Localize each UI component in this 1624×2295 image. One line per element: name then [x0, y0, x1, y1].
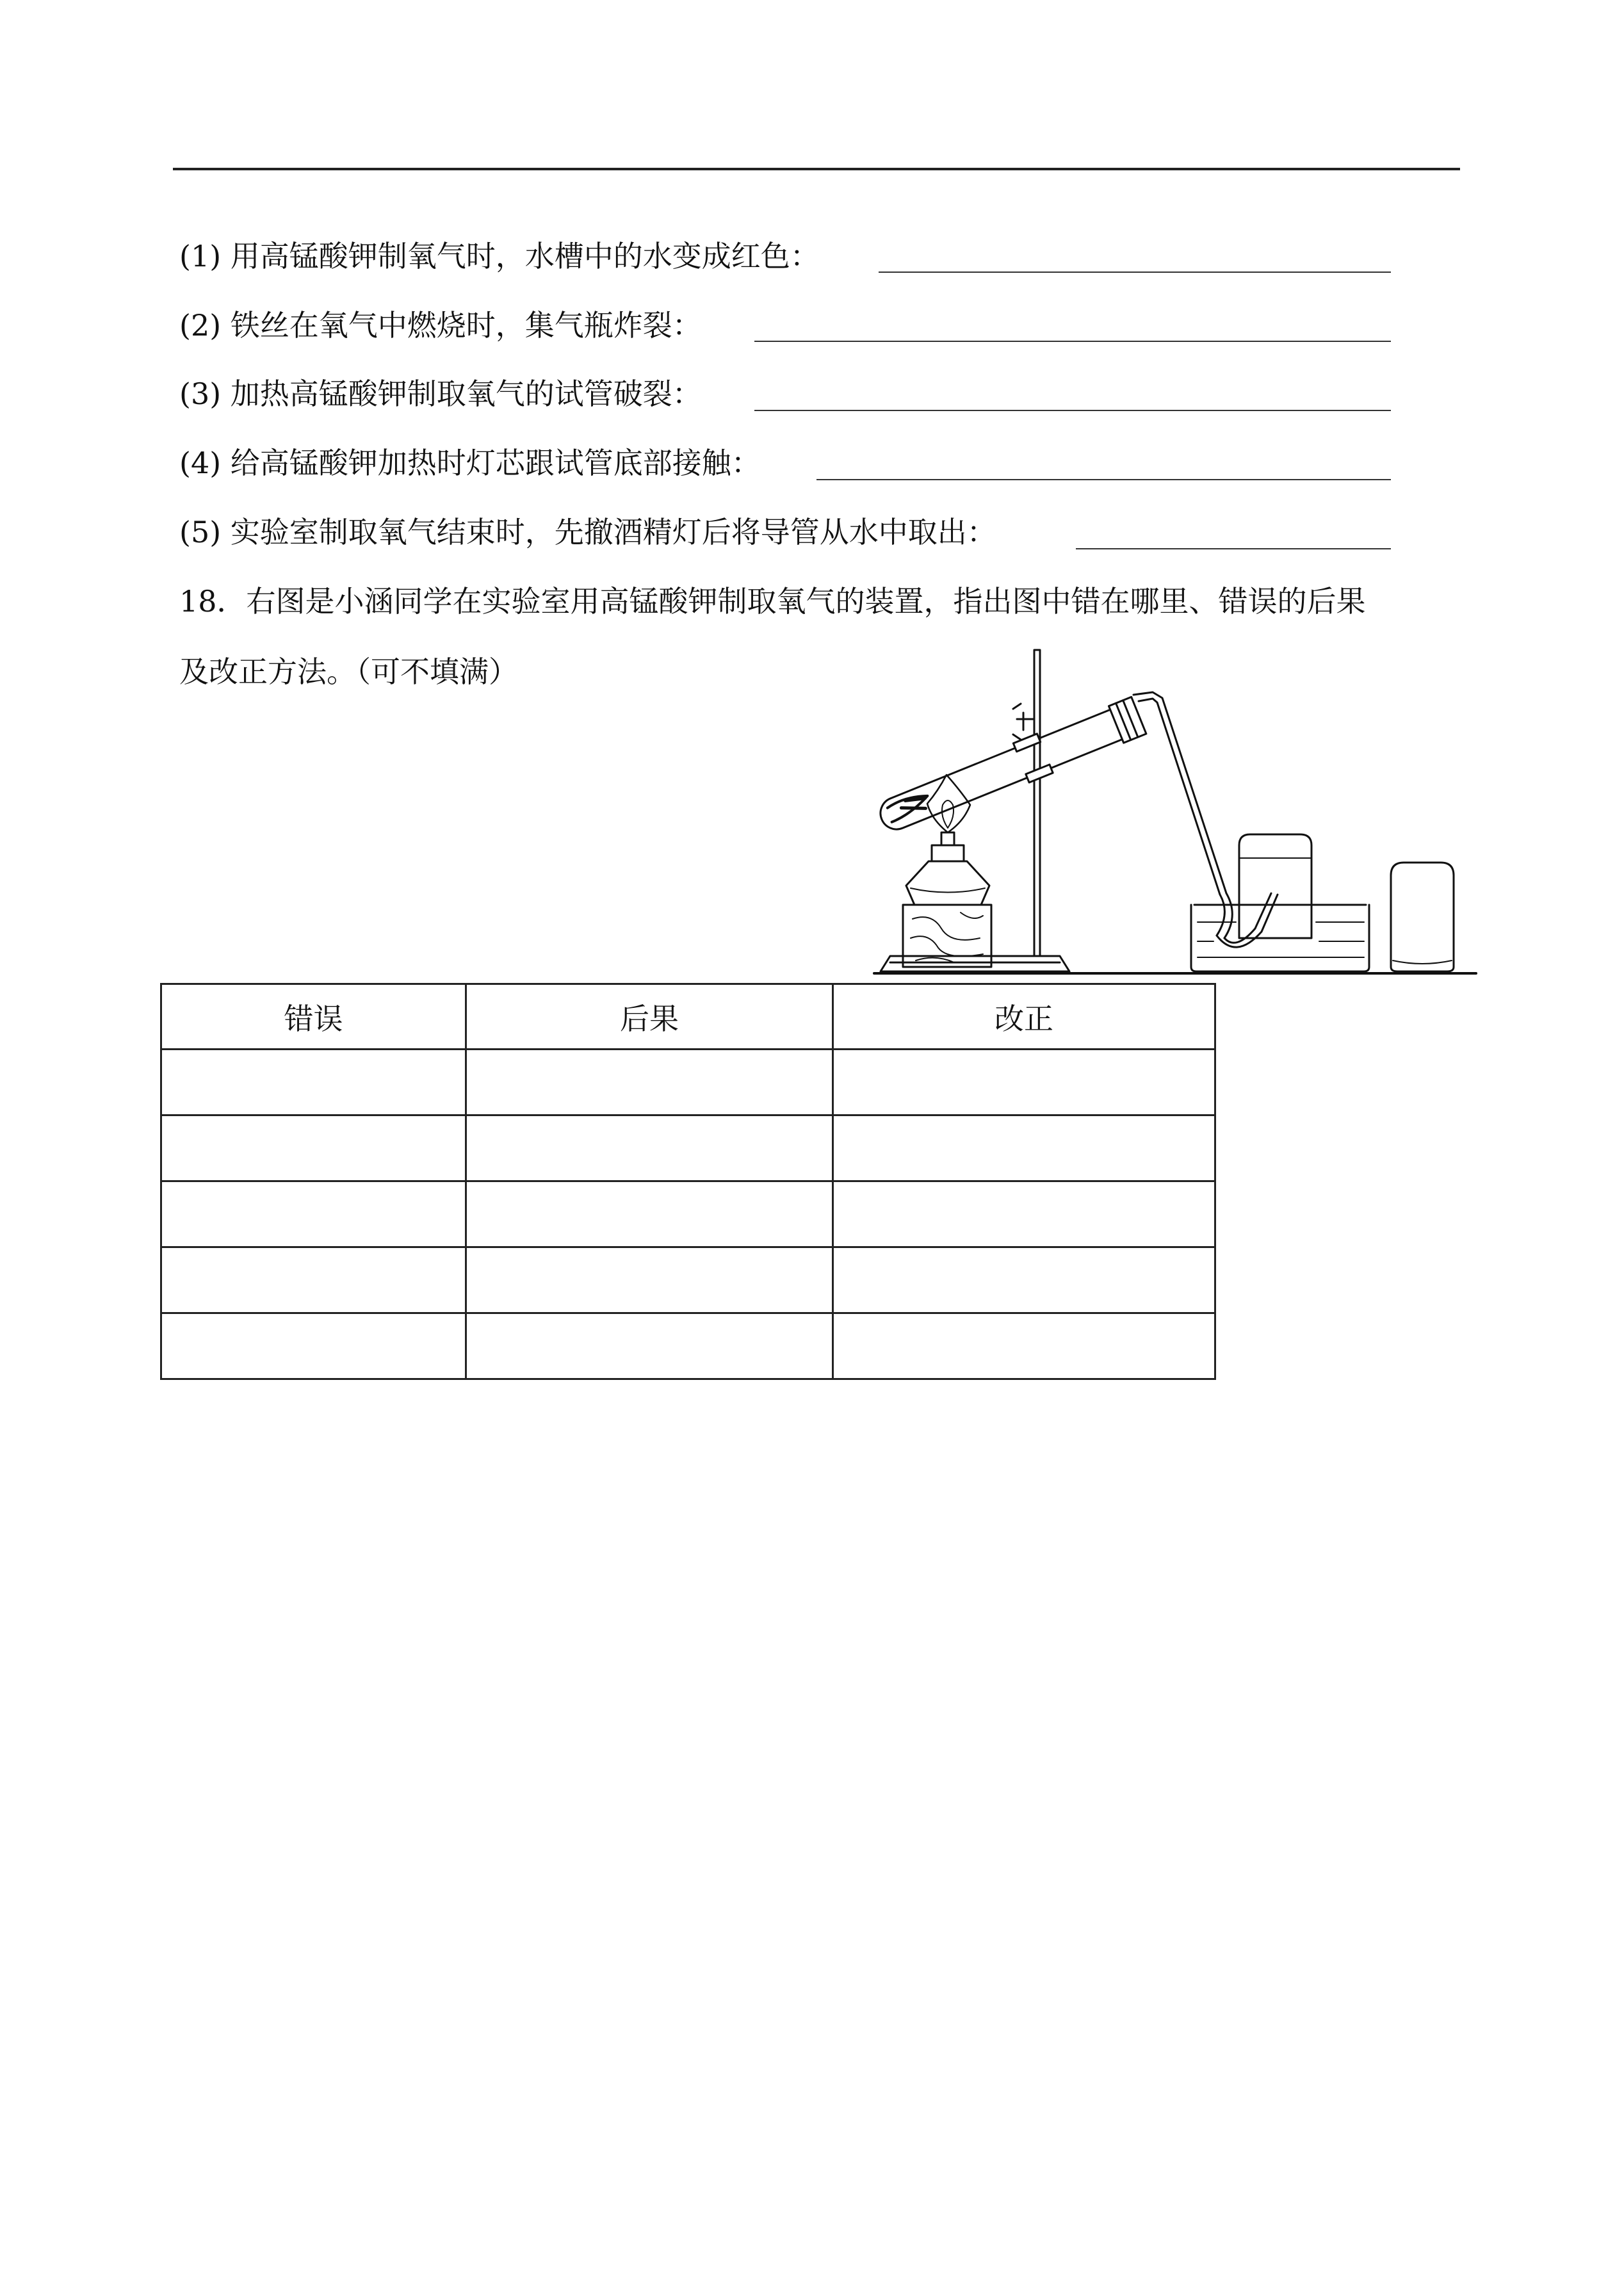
table-cell[interactable] [833, 1115, 1215, 1181]
answer-blank-1[interactable] [879, 272, 1391, 273]
item-5: (5) 实验室制取氧气结束时，先撤酒精灯后将导管从水中取出： [179, 515, 996, 549]
table-cell[interactable] [466, 1313, 833, 1379]
table-cell[interactable] [161, 1050, 466, 1115]
table-row [161, 1050, 1215, 1115]
item-2: (2) 铁丝在氧气中燃烧时，集气瓶炸裂： [179, 308, 702, 343]
table-cell[interactable] [466, 1247, 833, 1313]
table-cell[interactable] [833, 1050, 1215, 1115]
table-cell[interactable] [833, 1313, 1215, 1379]
table-cell[interactable] [161, 1313, 466, 1379]
item-4: (4) 给高锰酸钾加热时灯芯跟试管底部接触： [179, 446, 761, 480]
answer-blank-5[interactable] [1076, 548, 1391, 549]
table-cell[interactable] [833, 1181, 1215, 1247]
table-cell[interactable] [833, 1247, 1215, 1313]
answer-blank-3[interactable] [754, 410, 1391, 411]
question-18-line2: 及改正方法。（可不填满） [179, 654, 518, 689]
header-correction: 改正 [833, 984, 1215, 1050]
table-header-row [161, 984, 1215, 1050]
header-rule [173, 168, 1460, 170]
item-1: (1) 用高锰酸钾制氧气时，水槽中的水变成红色： [179, 239, 820, 273]
answer-blank-4[interactable] [816, 479, 1391, 480]
header-error: 错误 [161, 984, 466, 1050]
oxygen-apparatus-illustration [871, 637, 1479, 977]
table-cell[interactable] [161, 1115, 466, 1181]
table-row [161, 1313, 1215, 1379]
table-cell[interactable] [161, 1247, 466, 1313]
header-consequence: 后果 [466, 984, 833, 1050]
table-cell[interactable] [466, 1050, 833, 1115]
table-row [161, 1181, 1215, 1247]
question-18-line1: 18．右图是小涵同学在实验室用高锰酸钾制取氧气的装置，指出图中错在哪里、错误的后果 [179, 584, 1366, 619]
table-cell[interactable] [161, 1181, 466, 1247]
answer-blank-2[interactable] [754, 341, 1391, 342]
item-3: (3) 加热高锰酸钾制取氧气的试管破裂： [179, 377, 702, 411]
table-cell[interactable] [466, 1115, 833, 1181]
answer-table [160, 983, 1216, 1380]
table-row [161, 1115, 1215, 1181]
table-row [161, 1247, 1215, 1313]
table-cell[interactable] [466, 1181, 833, 1247]
